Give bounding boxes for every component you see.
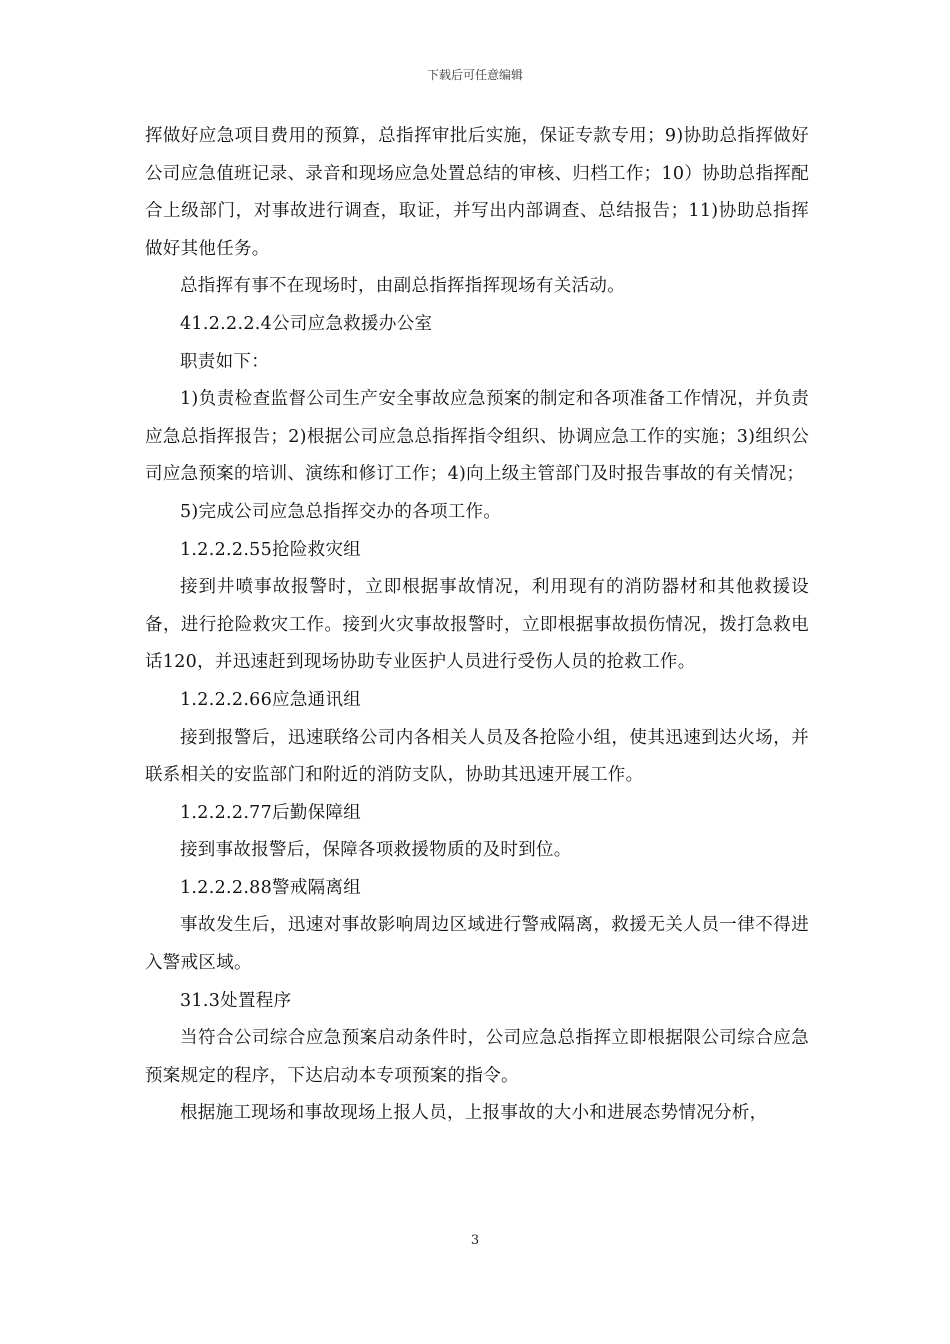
section-heading-communication-group: 1.2.2.2.66应急通讯组 [180,689,362,710]
paragraph-cordon-group: 事故发生后，迅速对事故影响周边区域进行警戒隔离，救援无关人员一律不得进入警戒区域。 [145,915,809,974]
paragraph-deputy-commander: 总指挥有事不在现场时，由副总指挥指挥现场有关活动。 [180,276,625,297]
paragraph-procedure-activation: 当符合公司综合应急预案启动条件时，公司应急总指挥立即根据限公司综合应急预案规定的程序，下达启动本专项预案的指令。 [145,1028,809,1086]
page-header: 下载后可任意编辑 [426,68,523,82]
paragraph-office-duties: 1)负责检查监督公司生产安全事故应急预案的制定和各项准备工作情况，并负责应急总指挥报告；2)根据公司应急总指挥指令组织、协调应急工作的实施；3)组织公司应急预案的培训、演练和修订工作；4)向上级主管部门及时报告事故的有关情况； [145,389,809,485]
paragraph-rescue-group: 接到井喷事故报警时，立即根据事故情况，利用现有的消防器材和其他救援设备，进行抢险救灾工作。接到火灾事故报警时，立即根据事故损伤情况，拨打急救电话120，并迅速赶到现场协助专业医护人员进行受伤人员的抢救工作。 [145,577,809,673]
section-heading-emergency-office: 41.2.2.2.4公司应急救援办公室 [180,313,433,334]
section-heading-logistics-group: 1.2.2.2.77后勤保障组 [180,802,362,823]
document-body [145,118,809,1133]
section-heading-rescue-group: 1.2.2.2.55抢险救灾组 [180,539,362,560]
section-heading-cordon-group: 1.2.2.2.88警戒隔离组 [180,877,362,898]
section-heading-procedure: 31.3处置程序 [180,990,292,1011]
page-number: 3 [470,1233,480,1248]
paragraph-office-duty-5: 5)完成公司应急总指挥交办的各项工作。 [180,501,502,522]
paragraph-continuation: 挥做好应急项目费用的预算，总指挥审批后实施，保证专款专用；9)协助总指挥做好公司应急值班记录、录音和现场应急处置总结的审核、归档工作；10）协助总指挥配合上级部门，对事故进行调查，取证，并写出内部调查、总结报告；11)协助总指挥做好其他任务。 [145,126,809,259]
paragraph-procedure-analysis: 根据施工现场和事故现场上报人员，上报事故的大小和进展态势情况分析， [180,1103,768,1124]
paragraph-duties-label: 职责如下： [180,351,269,372]
paragraph-communication-group: 接到报警后，迅速联络公司内各相关人员及各抢险小组，使其迅速到达火场，并联系相关的安监部门和附近的消防支队，协助其迅速开展工作。 [145,727,809,786]
paragraph-logistics-group: 接到事故报警后，保障各项救援物质的及时到位。 [180,840,572,861]
